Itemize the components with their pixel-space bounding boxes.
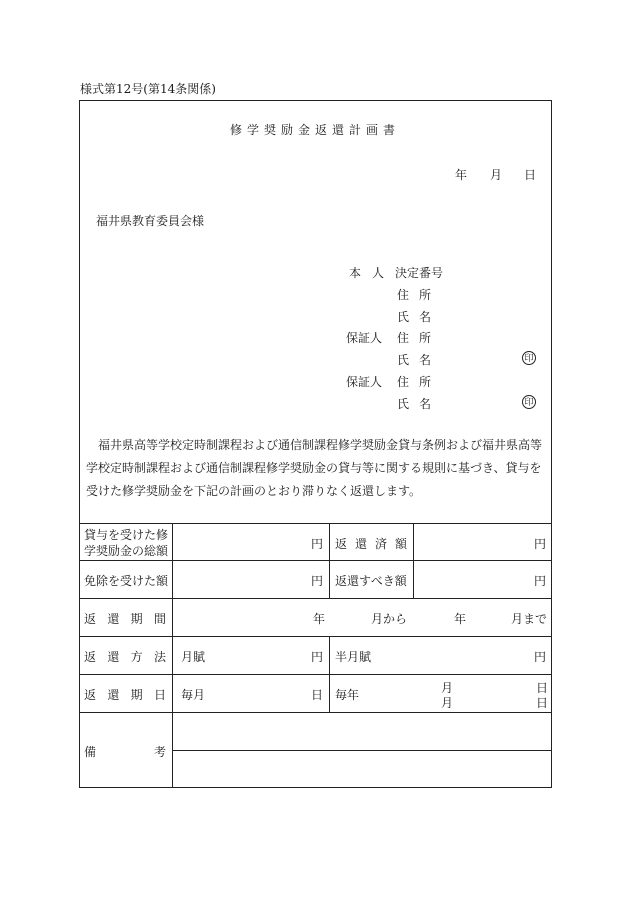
guarantor2-name-label: 氏 名 xyxy=(397,397,431,411)
remarks-label: 備 考 xyxy=(84,745,166,759)
amount-due-label: 返還すべき額 xyxy=(335,574,407,588)
every-year-day-b: 日 xyxy=(536,696,549,710)
every-year-month-a: 月 xyxy=(441,681,454,695)
date-month: 月 xyxy=(490,168,503,182)
exempted-amount-label: 免除を受けた額 xyxy=(84,574,169,588)
repaid-amount-yen: 円 xyxy=(534,537,547,551)
guarantor1-seal: 印 xyxy=(522,351,536,365)
period-start-month: 月から xyxy=(371,612,408,626)
every-month-label: 毎月 xyxy=(181,688,206,702)
monthly-installment-yen: 円 xyxy=(311,650,324,664)
form-number: 様式第12号(第14条関係) xyxy=(80,82,216,96)
guarantor1-name-label: 氏 名 xyxy=(397,353,431,367)
guarantor1-label: 保証人 xyxy=(346,331,383,345)
date-year: 年 xyxy=(455,168,468,182)
guarantor2-address-label: 住 所 xyxy=(397,375,431,389)
period-start-year: 年 xyxy=(313,612,326,626)
applicant-name-label: 氏 名 xyxy=(397,310,431,324)
total-loan-label: 貸与を受けた修 学奨励金の総額 xyxy=(84,528,169,558)
period-end-month: 月まで xyxy=(511,612,548,626)
monthly-installment-label: 月賦 xyxy=(181,650,206,664)
table-line xyxy=(79,560,552,561)
table-line xyxy=(79,598,552,599)
table-line xyxy=(172,750,552,751)
table-line xyxy=(413,523,414,598)
repayment-date-label: 返 還 期 日 xyxy=(84,688,166,702)
every-year-label: 毎年 xyxy=(335,688,360,702)
semiannual-installment-yen: 円 xyxy=(534,650,547,664)
form-title: 修学奨励金返還計画書 xyxy=(229,123,400,137)
every-month-day: 日 xyxy=(311,688,324,702)
period-end-year: 年 xyxy=(454,612,467,626)
table-line xyxy=(329,636,330,712)
table-line xyxy=(79,523,552,524)
repaid-amount-label: 返 還 済 額 xyxy=(335,537,407,551)
decision-number-label: 決定番号 xyxy=(395,266,444,280)
guarantor2-label: 保証人 xyxy=(346,375,383,389)
applicant-address-label: 住 所 xyxy=(397,288,431,302)
date-day: 日 xyxy=(524,168,537,182)
guarantor2-seal: 印 xyxy=(522,395,536,409)
amount-due-yen: 円 xyxy=(534,574,547,588)
principal-label: 本 人 xyxy=(349,266,384,280)
addressee: 福井県教育委員会様 xyxy=(96,214,205,228)
repayment-method-label: 返 還 方 法 xyxy=(84,650,166,664)
repayment-period-label: 返 還 期 間 xyxy=(84,612,166,626)
semiannual-installment-label: 半月賦 xyxy=(335,650,372,664)
table-line xyxy=(172,523,173,788)
exempted-amount-yen: 円 xyxy=(311,574,324,588)
every-year-month-b: 月 xyxy=(441,696,454,710)
statement-text: 福井県高等学校定時制課程および通信制課程修学奨励金貸与条例および福井県高等学校定時制課程および通信制課程修学奨励金の貸与等に関する規則に基づき、貸与を受けた修学奨励金を下記の計画のとおり滞りなく返還します。 xyxy=(86,438,543,498)
table-line xyxy=(79,712,552,713)
table-line xyxy=(79,636,552,637)
table-line xyxy=(79,674,552,675)
total-loan-yen: 円 xyxy=(311,537,324,551)
guarantor1-address-label: 住 所 xyxy=(397,331,431,345)
every-year-day-a: 日 xyxy=(536,681,549,695)
table-line xyxy=(329,523,330,598)
